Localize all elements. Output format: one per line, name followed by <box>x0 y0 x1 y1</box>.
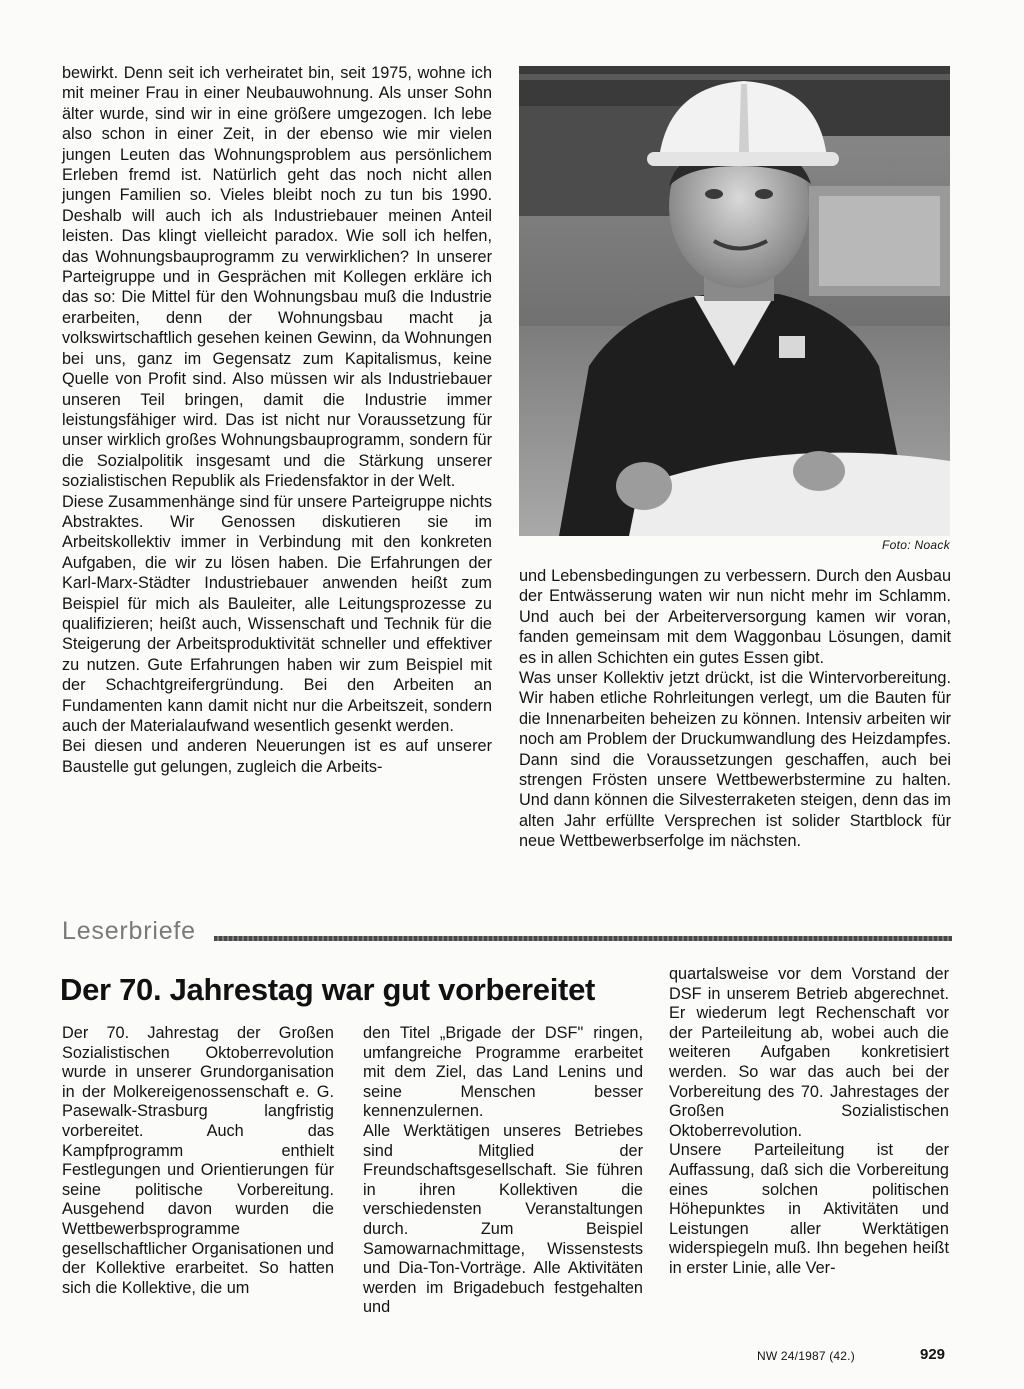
letter-paragraph: Alle Werktätigen unseres Betriebes sind Mitglied der Freundschaftsgesellschaft. Sie führen in ihren Kollektiven die verschiedensten Veranstaltungen durch. Zum Beispiel Samowarnachmittage, Wissenstests und Dia-Ton-Vorträge. Alle Aktivitäten werden im Brigadebuch festgehalten und <box>363 1121 643 1317</box>
letter-headline: Der 70. Jahrestag war gut vorbereitet <box>60 972 596 1007</box>
letter-paragraph: quartalsweise vor dem Vorstand der DSF in unserem Betrieb abgerechnet. Er wiederum legt Rechenschaft vor der Parteileitung ab, wobei auch die weiteren Aufgaben konkretisiert werden. So war das auch bei der Vorbereitung des 70. Jahrestages der Großen Sozialistischen Oktoberrevolution. <box>669 965 949 1140</box>
article-paragraph: Bei diesen und anderen Neuerungen ist es auf unserer Baustelle gut gelungen, zugleich die Arbeits- <box>62 737 492 776</box>
article-column-left <box>62 63 492 777</box>
article-column-right <box>519 566 951 852</box>
letter-column-2 <box>363 1024 643 1318</box>
letter-paragraph: Unsere Parteileitung ist der Auffassung, daß sich die Vorbereitung eines solchen politischen Höhepunktes in Aktivitäten und Leistungen aller Werktätigen widerspiegeln muß. Ihn begehen heißt in erster Linie, alle Ver- <box>669 1141 949 1277</box>
article-paragraph: bewirkt. Denn seit ich verheiratet bin, seit 1975, wohne ich mit meiner Frau in einer Neubauwohnung. Als unser Sohn älter wurde, sind wir in eine größere umgezogen. Ich lebe also schon in einer Zeit, in der ebenso wie mir vielen jungen Leuten das Wohnungsproblem aus persönlichem Erleben fremd ist. Natürlich geht das noch nicht allen jungen Familien so. Vieles bleibt noch zu tun bis 1990. Deshalb will auch ich als Industriebauer meinen Anteil leisten. Das klingt vielleicht paradox. Wie soll ich helfen, das Wohnungsbauprogramm zu verwirklichen? In unserer Parteigruppe und in Gesprächen mit Kollegen erkläre ich das so: Die Mittel für den Wohnungsbau muß die Industrie erarbeiten, denn der Wohnungsbau macht ja volkswirtschaftlich gesehen keinen Gewinn, da Wohnungen bei uns, ganz im Gegensatz zum Kapitalismus, keine Quelle von Profit sind. Also müssen wir als Industriebauer unseren Teil bringen, damit die Industrie immer leistungsfähiger wird. Das ist nicht nur Voraussetzung für unser wirklich großes Wohnungsbauprogramm, sondern für die Sozialpolitik insgesamt und die Stärkung unserer sozialistischen Republik als Friedensfaktor in der Welt. <box>62 64 492 491</box>
worker-photo <box>519 66 950 536</box>
section-label: Leserbriefe <box>62 917 196 945</box>
letter-paragraph: Der 70. Jahrestag der Großen Sozialistischen Oktoberrevolution wurde in unserer Grundorganisation in der Molkereigenossenschaft e. G. Pasewalk-Strasburg langfristig vorbereitet. Auch das Kampfprogramm enthielt Festlegungen und Orientierungen für seine politische Vorbereitung. Ausgehend davon wurden die Wettbewerbsprogramme gesellschaftlicher Organisationen und der Kollektive erarbeitet. So hatten sich die Kollektive, die um <box>62 1024 334 1297</box>
page-number: 929 <box>920 1346 946 1363</box>
letter-paragraph: den Titel „Brigade der DSF" ringen, umfangreiche Programme erarbeitet mit dem Ziel, das Land Lenins und seine Menschen besser kennenzulernen. <box>363 1024 643 1121</box>
letter-column-1 <box>62 1024 334 1298</box>
section-divider <box>214 936 952 941</box>
article-paragraph: Diese Zusammenhänge sind für unsere Parteigruppe nichts Abstraktes. Wir Genossen diskutieren sie im Arbeitskollektiv immer in Verbindung mit den konkreten Aufgaben, die wir zu lösen haben. Die Erfahrungen der Karl-Marx-Städter Industriebauer anwenden heißt zum Beispiel für mich als Bauleiter, alle Leitungsprozesse zu qualifizieren; heißt auch, Wissenschaft und Technik für die Steigerung der Arbeitsproduktivität schneller und effektiver zu nutzen. Gute Erfahrungen haben wir zum Beispiel mit der Schachtgreifergründung. Bei den Arbeiten an Fundamenten kann damit nicht nur die Arbeitszeit, sondern auch der Materialaufwand wesentlich gesenkt werden. <box>62 492 492 735</box>
photo-credit: Foto: Noack <box>882 538 950 552</box>
letter-column-3 <box>669 965 949 1279</box>
article-paragraph: Was unser Kollektiv jetzt drückt, ist die Wintervorbereitung. Wir haben etliche Rohrleitungen verlegt, um die Bauten für die Innenarbeiten beheizen zu können. Intensiv arbeiten wir noch am Problem der Druckumwandlung des Heizdampfes. Dann sind die Voraussetzungen geschaffen, auch bei strengen Frösten unsere Wettbewerbstermine zu halten. Und dann können die Silvesterraketen steigen, denn das im alten Jahr erfüllte Versprechen ist solider Startblock für neue Wettbewerbserfolge im nächsten. <box>519 669 951 851</box>
issue-reference: NW 24/1987 (42.) <box>757 1349 855 1363</box>
worker-portrait-illustration <box>519 66 950 536</box>
article-paragraph: und Lebensbedingungen zu verbessern. Durch den Ausbau der Entwässerung waten wir nun nicht mehr im Schlamm. Und auch bei der Arbeiterversorgung kamen wir voran, fanden gemeinsam mit dem Waggonbau Lösungen, damit es in allen Schichten ein gutes Essen gibt. <box>519 567 951 667</box>
